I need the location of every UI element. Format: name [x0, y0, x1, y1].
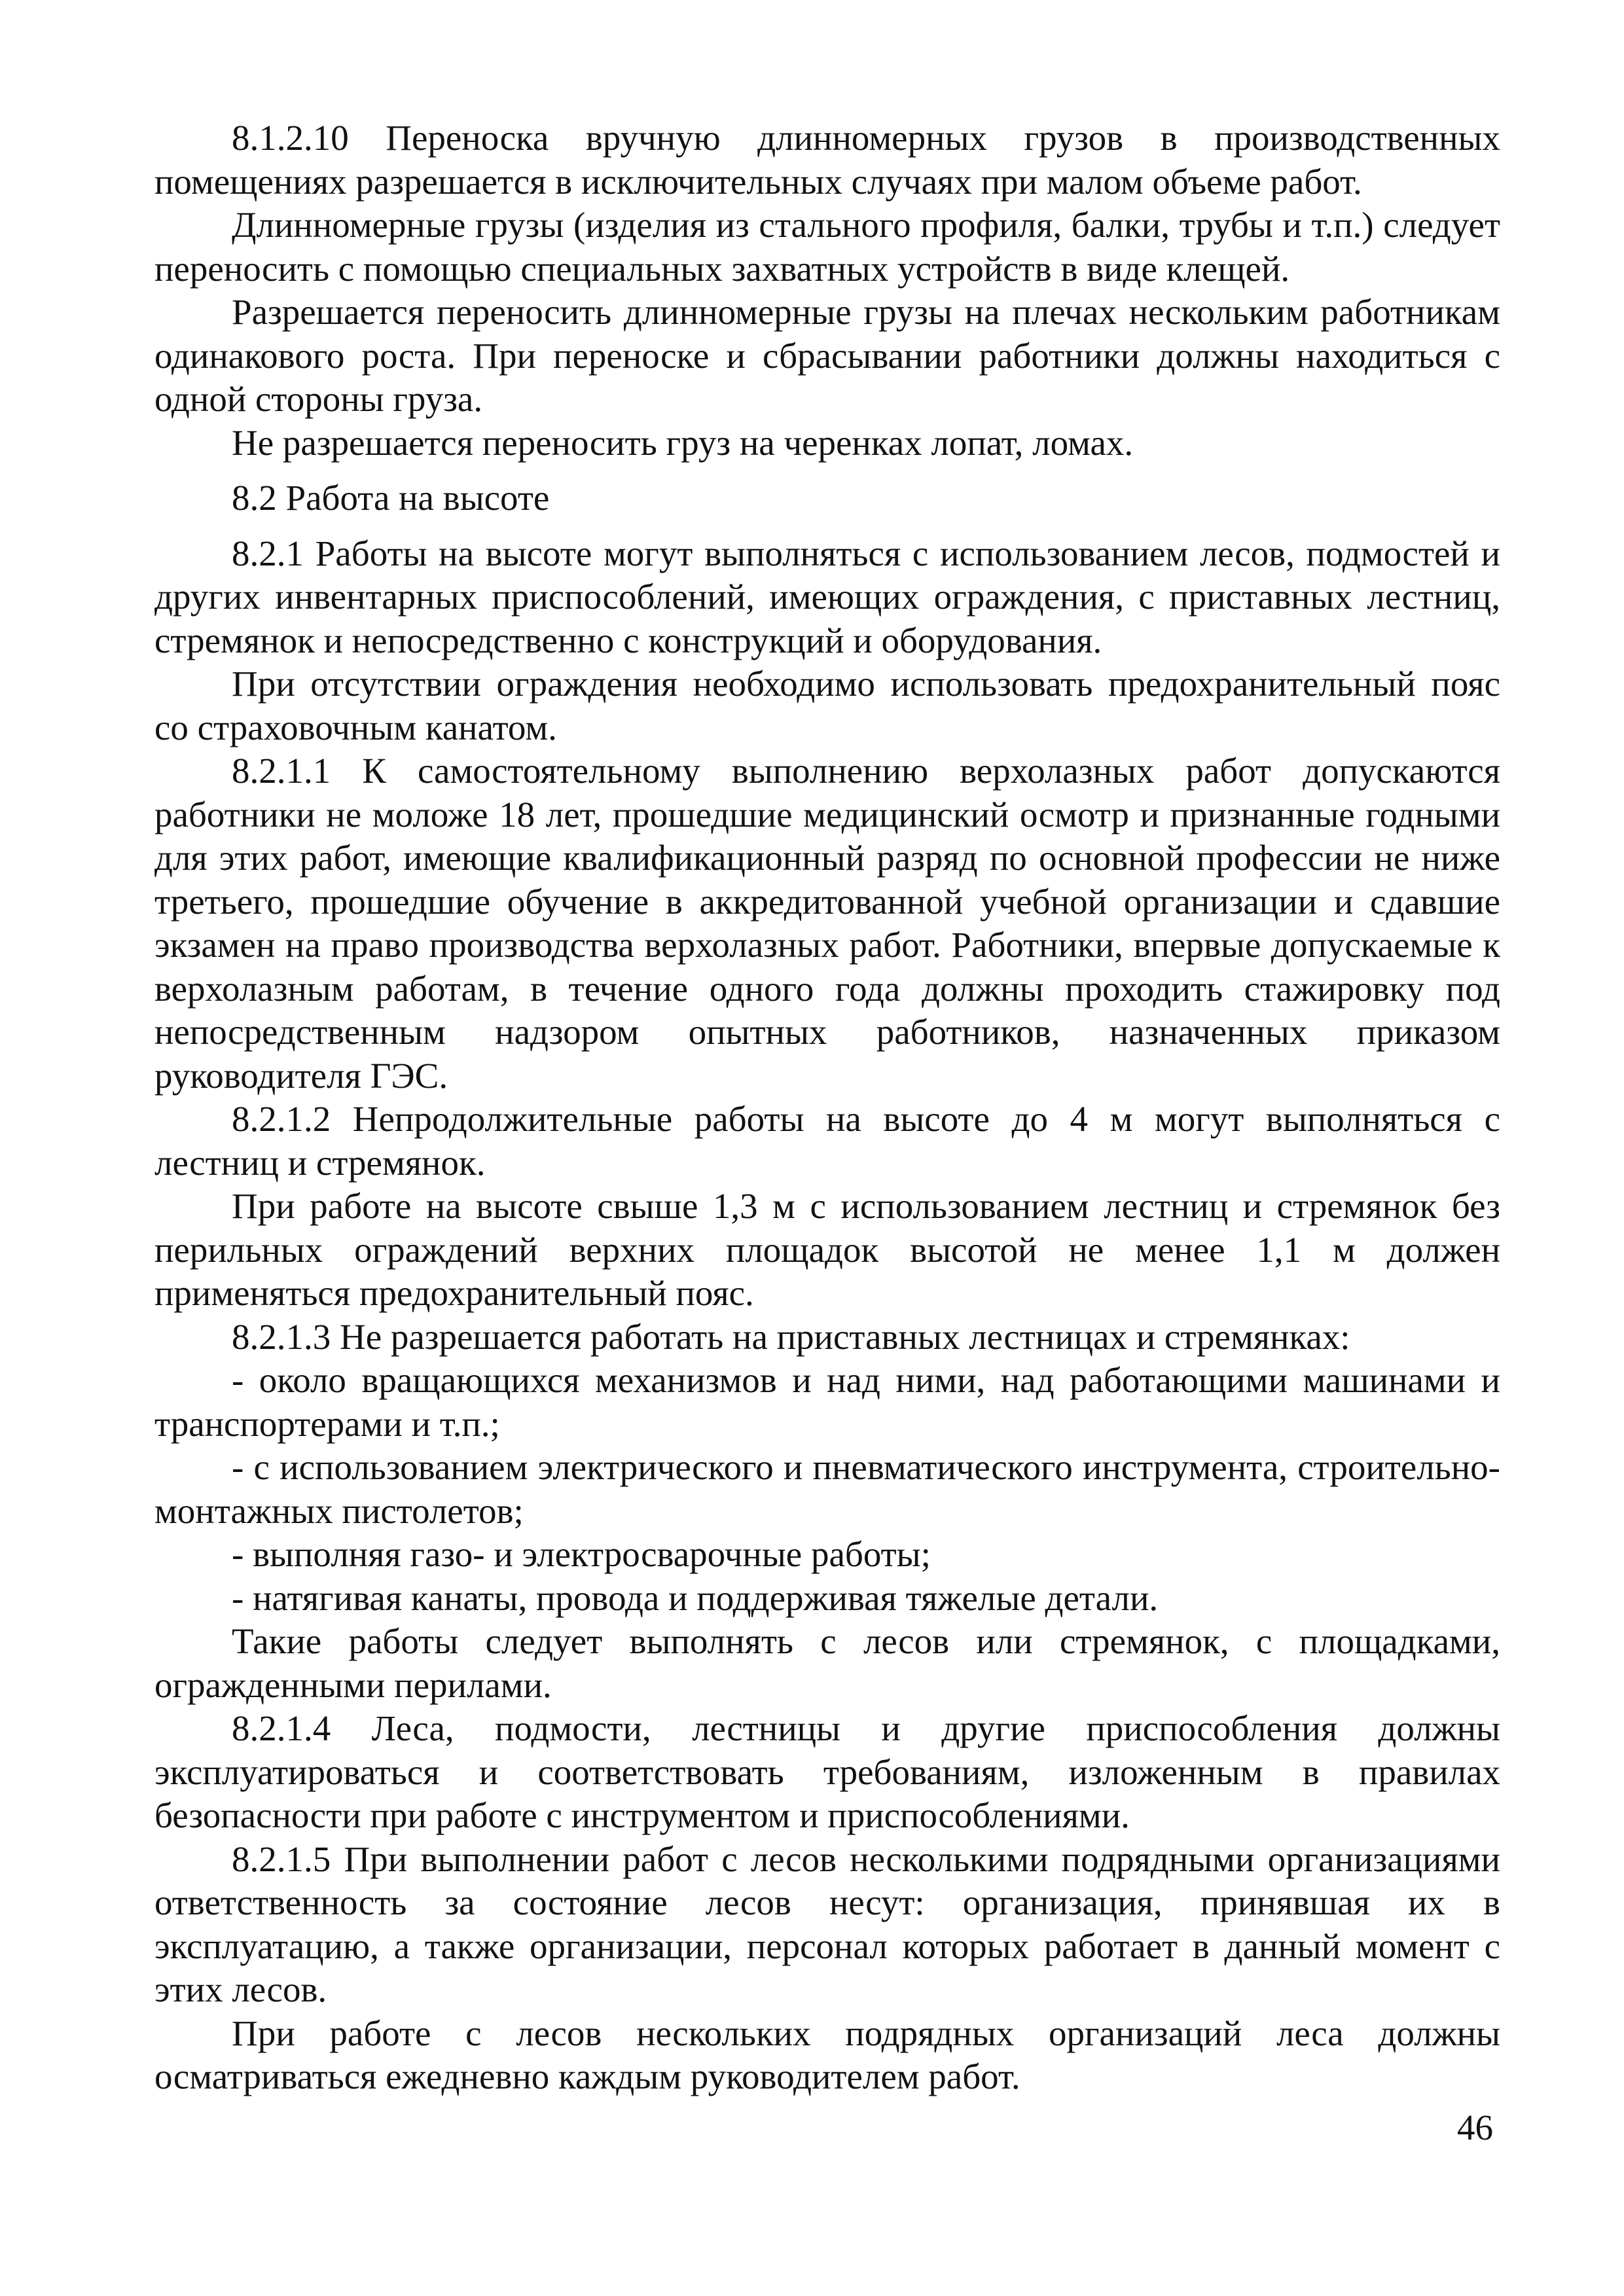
paragraph-scaffold-railings: Такие работы следует выполнять с лесов или стремянок, с площадками, огражденными перилами. — [154, 1621, 1500, 1705]
paragraph-8-2-1-4: 8.2.1.4 Леса, подмости, лестницы и другие приспособления должны эксплуатироваться и соответствовать требованиям, изложенным в правилах безопасности при работе с инструментом и приспособлениями. — [154, 1708, 1500, 1835]
paragraph-safety-belt: При отсутствии ограждения необходимо использовать предохранительный пояс со страховочным канатом. — [154, 664, 1500, 747]
paragraph-8-1-2-10: 8.1.2.10 Переноска вручную длинномерных грузов в производственных помещениях разрешается в исключительных случаях при малом объеме работ. — [154, 118, 1500, 202]
paragraph-8-2-1-2: 8.2.1.2 Непродолжительные работы на высоте до 4 м могут выполняться с лестниц и стремянок. — [154, 1099, 1500, 1183]
paragraph-8-2-1-3: 8.2.1.3 Не разрешается работать на приставных лестницах и стремянках: — [232, 1316, 1350, 1357]
section-heading: 8.2 Работа на высоте — [232, 478, 550, 518]
list-item-welding: - выполняя газо- и электросварочные работы; — [232, 1534, 931, 1574]
paragraph-shovel-handles: Не разрешается переносить груз на черенках лопат, ломах. — [232, 422, 1134, 463]
paragraph-height-1-3m: При работе на высоте свыше 1,3 м с использованием лестниц и стремянок без перильных ограждений верхних площадок высотой не менее 1,1 м должен применяться предохранительный пояс. — [154, 1186, 1500, 1313]
paragraph-8-2-1: 8.2.1 Работы на высоте могут выполняться с использованием лесов, подмостей и других инвентарных приспособлений, имеющих ограждения, с приставных лестниц, стремянок и непосредственно с конструкций и оборудования. — [154, 533, 1500, 660]
document-page — [154, 117, 1500, 2099]
paragraph-8-2-1-5: 8.2.1.5 При выполнении работ с лесов несколькими подрядными организациями ответственность за состояние лесов несут: организация, принявшая их в эксплуатацию, а также организации, персонал которых работает в данный момент с этих лесов. — [154, 1839, 1500, 2009]
list-item-power-tools: - с использованием электрического и пневматического инструмента, строительно-монтажных пистолетов; — [154, 1447, 1500, 1531]
paragraph-daily-inspection: При работе с лесов нескольких подрядных организаций леса должны осматриваться ежедневно каждым руководителем работ. — [154, 2013, 1500, 2096]
page-number: 46 — [1457, 2108, 1493, 2147]
paragraph-8-2-1-1: 8.2.1.1 К самостоятельному выполнению верхолазных работ допускаются работники не моложе 18 лет, прошедшие медицинский осмотр и признанные годными для этих работ, имеющие квалификационный разряд по основной профессии не ниже третьего, прошедшие обучение в аккредитованной учебной организации и сдавшие экзамен на право производства верхолазных работ. Работники, впервые допускаемые к верхолазным работам, в течение одного года должны проходить стажировку под непосредственным надзором опытных работников, назначенных приказом руководителя ГЭС. — [154, 751, 1500, 1096]
list-item-tensioning: - натягивая канаты, провода и поддерживая тяжелые детали. — [232, 1577, 1159, 1618]
paragraph-shoulder-carry: Разрешается переносить длинномерные грузы на плечах нескольким работникам одинакового роста. При переноске и сбрасывании работники должны находиться с одной стороны груза. — [154, 292, 1500, 419]
list-item-rotating-mechanisms: - около вращающихся механизмов и над ними, над работающими машинами и транспортерами и т.п.; — [154, 1360, 1500, 1444]
paragraph-long-loads-tools: Длинномерные грузы (изделия из стального профиля, балки, трубы и т.п.) следует переносить с помощью специальных захватных устройств в виде клещей. — [154, 205, 1500, 289]
